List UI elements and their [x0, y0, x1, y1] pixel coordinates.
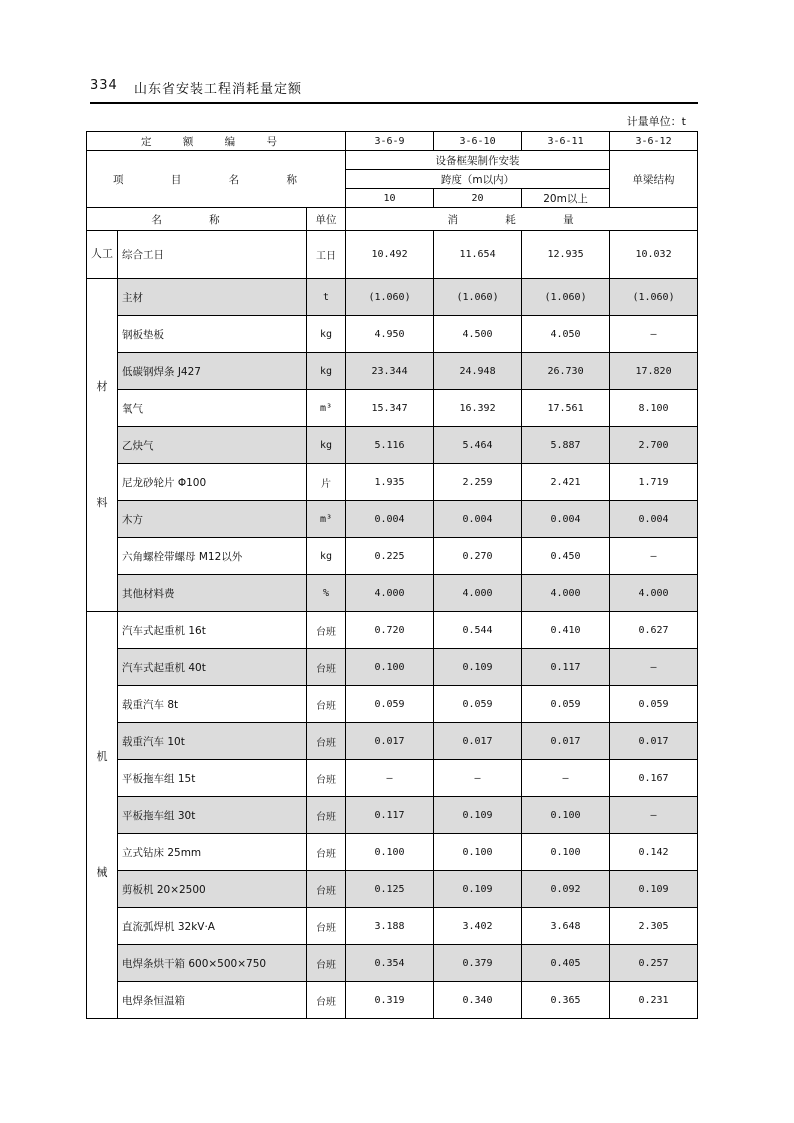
resource-unit: 台班: [307, 982, 346, 1019]
quota-code: 3-6-10: [434, 132, 522, 151]
table-row: [87, 279, 698, 316]
resource-unit: %: [307, 575, 346, 612]
category-label: 械: [96, 866, 108, 879]
table-row: [87, 316, 698, 353]
consumption-value: —: [610, 649, 698, 686]
resource-name: 剪板机 20×2500: [118, 871, 307, 908]
consumption-value: 0.004: [610, 501, 698, 538]
resource-unit: 片: [307, 464, 346, 501]
resource-name: 主材: [118, 279, 307, 316]
table-row: [87, 575, 698, 612]
table-row: [87, 538, 698, 575]
consumption-value: 0.017: [522, 723, 610, 760]
consumption-value: 23.344: [346, 353, 434, 390]
table-row: [87, 612, 698, 649]
consumption-value: 0.142: [610, 834, 698, 871]
consumption-value: 10.492: [346, 231, 434, 279]
consumption-value: 0.405: [522, 945, 610, 982]
consumption-value: 0.017: [434, 723, 522, 760]
column-unit-header: 单位: [307, 208, 346, 231]
consumption-value: 0.109: [434, 649, 522, 686]
consumption-value: 0.627: [610, 612, 698, 649]
consumption-value: 0.004: [346, 501, 434, 538]
resource-unit: 台班: [307, 686, 346, 723]
table-row: [87, 686, 698, 723]
table-row: [87, 231, 698, 279]
consumption-value: 5.887: [522, 427, 610, 464]
resource-unit: t: [307, 279, 346, 316]
unit-note: 计量单位：t: [626, 115, 686, 128]
consumption-value: (1.060): [434, 279, 522, 316]
consumption-value: 17.561: [522, 390, 610, 427]
resource-unit: 台班: [307, 797, 346, 834]
consumption-value: (1.060): [346, 279, 434, 316]
consumption-value: —: [434, 760, 522, 797]
consumption-value: 0.257: [610, 945, 698, 982]
span-label: 跨度（m以内）: [346, 170, 610, 189]
consumption-value: 0.125: [346, 871, 434, 908]
consumption-value: 3.188: [346, 908, 434, 945]
span-value: 20: [434, 189, 522, 208]
consumption-value: —: [522, 760, 610, 797]
consumption-value: 2.700: [610, 427, 698, 464]
table-row: [87, 834, 698, 871]
resource-name: 低碳钢焊条 J427: [118, 353, 307, 390]
resource-name: 平板拖车组 15t: [118, 760, 307, 797]
resource-unit: 台班: [307, 612, 346, 649]
table-row: [87, 945, 698, 982]
consumption-value: 10.032: [610, 231, 698, 279]
consumption-value: 0.100: [522, 797, 610, 834]
consumption-value: 24.948: [434, 353, 522, 390]
consumption-value: 3.648: [522, 908, 610, 945]
resource-unit: 台班: [307, 834, 346, 871]
consumption-value: —: [346, 760, 434, 797]
resource-name: 钢板垫板: [118, 316, 307, 353]
resource-name: 电焊条恒温箱: [118, 982, 307, 1019]
table-row: [87, 908, 698, 945]
consumption-value: 12.935: [522, 231, 610, 279]
category-cell: [87, 279, 118, 612]
span-value: 10: [346, 189, 434, 208]
consumption-value: 0.059: [522, 686, 610, 723]
consumption-value: 0.365: [522, 982, 610, 1019]
consumption-value: 4.000: [346, 575, 434, 612]
consumption-value: 4.500: [434, 316, 522, 353]
resource-name: 载重汽车 8t: [118, 686, 307, 723]
column-name-header: 名 称: [87, 208, 307, 231]
category-label: 材: [96, 379, 108, 393]
consumption-value: 0.100: [434, 834, 522, 871]
consumption-value: 0.167: [610, 760, 698, 797]
consumption-value: 0.100: [346, 649, 434, 686]
item-label: 项 目 名 称: [87, 151, 346, 208]
resource-name: 平板拖车组 30t: [118, 797, 307, 834]
consumption-value: 5.464: [434, 427, 522, 464]
category-label: 人工: [91, 247, 113, 261]
quota-code: 3-6-9: [346, 132, 434, 151]
resource-unit: 台班: [307, 723, 346, 760]
table-row: [87, 427, 698, 464]
category-label: 料: [96, 496, 108, 509]
resource-name: 电焊条烘干箱 600×500×750: [118, 945, 307, 982]
resource-unit: m³: [307, 390, 346, 427]
consumption-value: 16.392: [434, 390, 522, 427]
table-row: [87, 390, 698, 427]
consumption-value: 11.654: [434, 231, 522, 279]
category-label: 机: [96, 749, 108, 763]
consumption-value: 0.450: [522, 538, 610, 575]
consumption-value: 5.116: [346, 427, 434, 464]
consumption-value: 0.017: [610, 723, 698, 760]
resource-name: 尼龙砂轮片 Φ100: [118, 464, 307, 501]
table-row: [87, 760, 698, 797]
consumption-value: 0.109: [610, 871, 698, 908]
consumption-value: 0.109: [434, 797, 522, 834]
resource-unit: 台班: [307, 871, 346, 908]
resource-unit: 台班: [307, 945, 346, 982]
table-row: [87, 353, 698, 390]
resource-unit: m³: [307, 501, 346, 538]
quota-code: 3-6-11: [522, 132, 610, 151]
column-consumption-header: 消 耗 量: [346, 208, 698, 231]
resource-name: 木方: [118, 501, 307, 538]
resource-unit: 台班: [307, 649, 346, 686]
single-beam-label: 单梁结构: [610, 151, 698, 208]
resource-unit: 台班: [307, 908, 346, 945]
consumption-value: 0.059: [346, 686, 434, 723]
resource-unit: kg: [307, 427, 346, 464]
resource-name: 立式钻床 25mm: [118, 834, 307, 871]
resource-name: 直流弧焊机 32kV·A: [118, 908, 307, 945]
group-title: 设备框架制作安装: [346, 151, 610, 170]
consumption-value: 2.305: [610, 908, 698, 945]
resource-name: 其他材料费: [118, 575, 307, 612]
consumption-value: 0.059: [610, 686, 698, 723]
category-cell: [87, 231, 118, 279]
consumption-value: 0.109: [434, 871, 522, 908]
resource-unit: 工日: [307, 231, 346, 279]
table-row: [87, 501, 698, 538]
consumption-value: 0.340: [434, 982, 522, 1019]
consumption-value: (1.060): [610, 279, 698, 316]
consumption-value: 0.100: [522, 834, 610, 871]
resource-name: 六角螺栓带螺母 M12以外: [118, 538, 307, 575]
table-row: [87, 723, 698, 760]
quota-table: [86, 131, 698, 1019]
code-label: 定 额 编 号: [87, 132, 346, 151]
consumption-value: 0.270: [434, 538, 522, 575]
consumption-value: 3.402: [434, 908, 522, 945]
resource-name: 综合工日: [118, 231, 307, 279]
page-header: [90, 72, 698, 104]
consumption-value: 4.050: [522, 316, 610, 353]
consumption-value: 8.100: [610, 390, 698, 427]
consumption-value: —: [610, 797, 698, 834]
consumption-value: 15.347: [346, 390, 434, 427]
consumption-value: 4.000: [434, 575, 522, 612]
quota-code: 3-6-12: [610, 132, 698, 151]
consumption-value: 0.319: [346, 982, 434, 1019]
consumption-value: 0.004: [522, 501, 610, 538]
consumption-value: 0.544: [434, 612, 522, 649]
resource-unit: kg: [307, 538, 346, 575]
consumption-value: —: [610, 538, 698, 575]
consumption-value: 0.092: [522, 871, 610, 908]
consumption-value: 2.259: [434, 464, 522, 501]
resource-unit: 台班: [307, 760, 346, 797]
resource-name: 载重汽车 10t: [118, 723, 307, 760]
table-row: [87, 871, 698, 908]
consumption-value: 0.059: [434, 686, 522, 723]
resource-name: 乙炔气: [118, 427, 307, 464]
table-row: [87, 797, 698, 834]
consumption-value: 4.000: [610, 575, 698, 612]
consumption-value: 0.004: [434, 501, 522, 538]
consumption-value: —: [610, 316, 698, 353]
category-cell: [87, 612, 118, 1019]
consumption-value: 0.231: [610, 982, 698, 1019]
table-row: [87, 649, 698, 686]
consumption-value: 0.017: [346, 723, 434, 760]
span-value: 20m以上: [522, 189, 610, 208]
table-row: [87, 464, 698, 501]
page-number: 334: [90, 78, 118, 93]
consumption-value: 26.730: [522, 353, 610, 390]
resource-name: 氧气: [118, 390, 307, 427]
consumption-value: 0.225: [346, 538, 434, 575]
resource-name: 汽车式起重机 16t: [118, 612, 307, 649]
book-title: 山东省安装工程消耗量定额: [134, 82, 303, 97]
consumption-value: 0.410: [522, 612, 610, 649]
consumption-value: 17.820: [610, 353, 698, 390]
consumption-value: 0.117: [522, 649, 610, 686]
consumption-value: 1.935: [346, 464, 434, 501]
consumption-value: 0.354: [346, 945, 434, 982]
consumption-value: 0.379: [434, 945, 522, 982]
consumption-value: 0.100: [346, 834, 434, 871]
consumption-value: 2.421: [522, 464, 610, 501]
consumption-value: (1.060): [522, 279, 610, 316]
consumption-value: 4.950: [346, 316, 434, 353]
resource-unit: kg: [307, 353, 346, 390]
table-row: [87, 982, 698, 1019]
consumption-value: 0.720: [346, 612, 434, 649]
consumption-value: 1.719: [610, 464, 698, 501]
consumption-value: 4.000: [522, 575, 610, 612]
resource-unit: kg: [307, 316, 346, 353]
resource-name: 汽车式起重机 40t: [118, 649, 307, 686]
consumption-value: 0.117: [346, 797, 434, 834]
